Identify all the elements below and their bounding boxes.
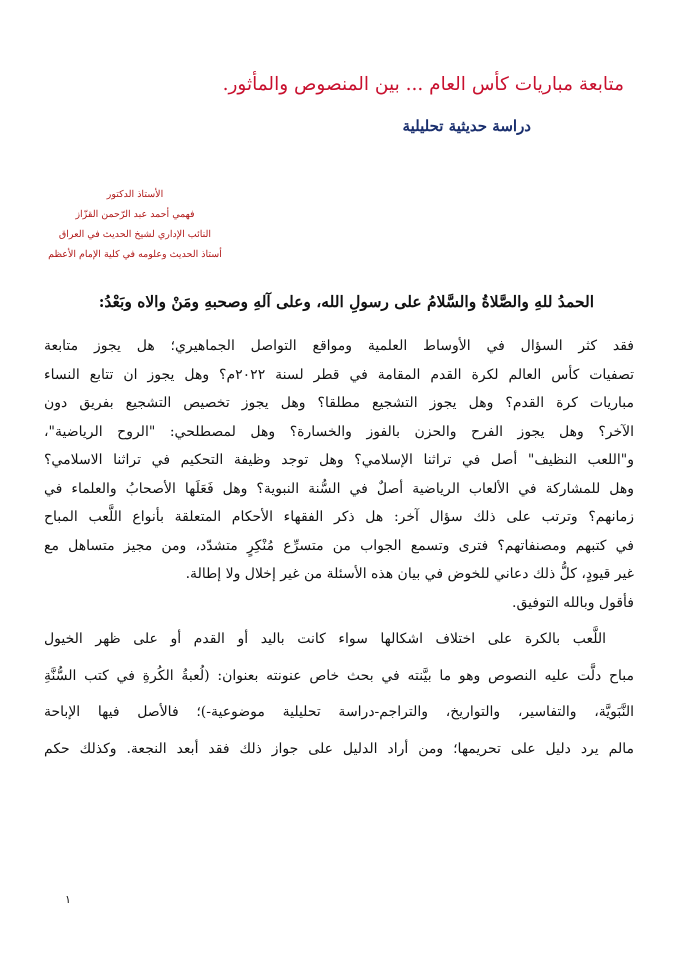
- body-line: فقد كثر السؤال في الأوساط العلمية ومواقع التواصل الجماهيري؛ هل يجوز متابعة: [44, 338, 634, 354]
- body-line: فأقول وبالله التوفيق.: [512, 594, 634, 611]
- body-line: غير قيودٍ، كلُّ ذلك دعاني للخوض في بيان هذه الأسئلة من غير إخلال ولا إطالة.: [185, 566, 634, 582]
- body-line: النَّبَويَّة، والتفاسير، والتواريخ، والتراجم-دراسة تحليلية موضوعية-)؛ فالأصل فيها الإباحة: [44, 704, 634, 720]
- body-line: زمانهم؟ وترتب على ذلك سؤال آخر: هل ذكر الفقهاء الأحكام المتعلقة بأنواع اللَّعب المباح: [44, 509, 634, 525]
- document-title: متابعة مباريات كأس العام ... بين المنصوص والمأثور.: [222, 74, 624, 95]
- body-line: الآخر؟ وهل يجوز الفرح والحزن بالفوز والخسارة؟ وهل لمصطلحي: "الروح الرياضية"،: [44, 423, 634, 440]
- body-line: مالم يرد دليل على تحريمها؛ ومن أراد الدليل على جواز ذلك فقد أبعد النجعة. وكذلك حكم: [44, 740, 634, 757]
- body-line: و"اللعب النظيف" أصل في تراثنا الإسلامي؟ وهل توجد وظيفة التحكيم في تراثنا الاسلامي؟: [44, 452, 634, 468]
- author-name: فهمي أحمد عبد الرّحمن القزّاز: [75, 209, 195, 220]
- page-number: ١: [65, 893, 71, 906]
- author-block: [20, 185, 250, 265]
- body-line: مباح دلَّت عليه النصوص وهو ما بيَّنته في بحث خاص عنونته بعنوان: (لُعبةُ الكُرةِ في كتب السُّنَّةِ: [44, 667, 634, 684]
- author-position-1: النائب الإداري لشيخ الحديث في العراق: [58, 229, 212, 240]
- document-subtitle: دراسة حديثية تحليلية: [402, 117, 531, 135]
- body-line: في كتبهم ومصنفاتهم؟ فترى وتسمع الجواب من متسرِّع مُنْكِرٍ متشدّد، ومن مجيز متساهل مع: [44, 537, 634, 554]
- author-title: الأستاذ الدكتور: [106, 189, 164, 200]
- body-line: وهل للمشاركة في الألعاب الرياضية أصلٌ في السُّنة النبوية؟ وهل فَعَلَها الأصحابُ والعلماء في: [44, 480, 634, 497]
- body-text: [44, 332, 634, 763]
- author-position-2: أستاذ الحديث وعلومه في كلية الإمام الأعظم: [48, 249, 222, 260]
- body-line: مباريات كرة القدم؟ وهل يجوز التشجيع مطلقا؟ وهل يجوز تخصيص التشجيع بفريق دون: [44, 395, 634, 411]
- opening-praise: الحمدُ للهِ والصَّلاةُ والسَّلامُ على رسولِ الله، وعلى آلهِ وصحبهِ ومَنْ والاه وبَعْدُ:: [98, 292, 594, 311]
- body-line: تصفيات كأس العالم لكرة القدم المقامة في قطر لسنة ٢٠٢٢م؟ وهل يجوز ان تتابع النساء: [44, 366, 634, 383]
- body-line: اللَّعب بالكرة على اختلاف اشكالها سواء كانت باليد أو القدم أو على ظهر الخيول: [44, 631, 606, 647]
